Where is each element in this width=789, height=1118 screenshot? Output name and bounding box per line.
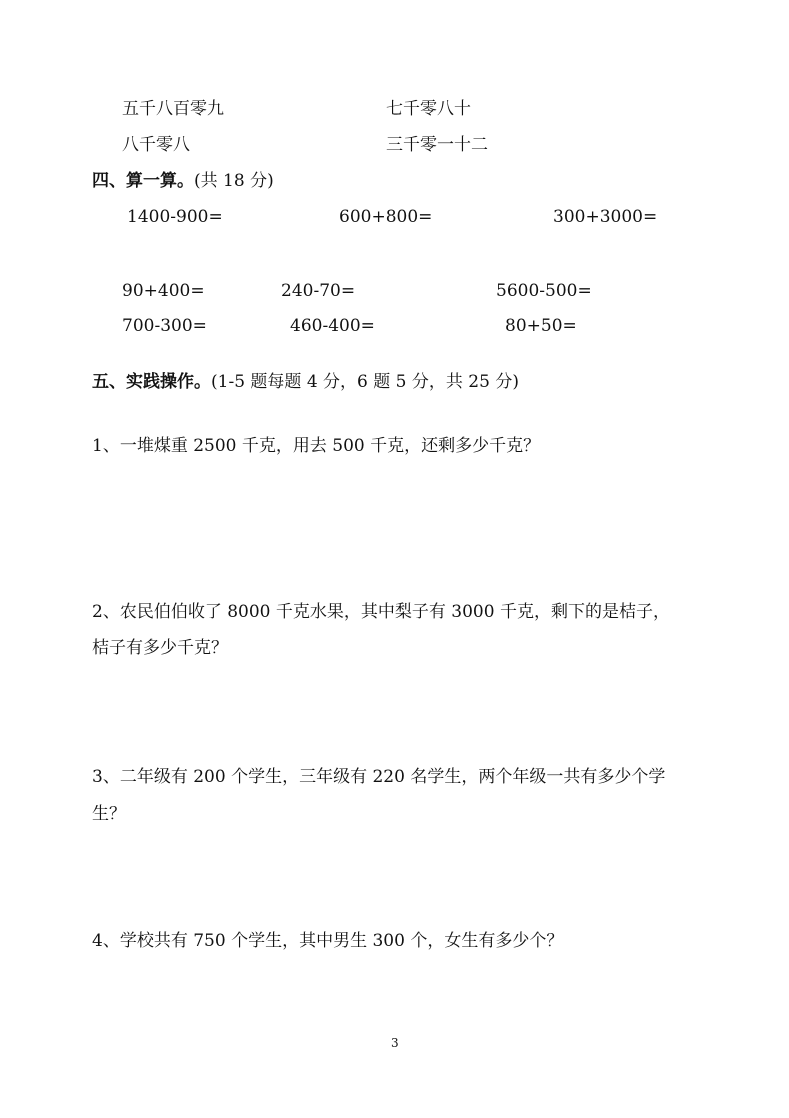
problem-2-line-2: 桔子有多少千克？ [92, 638, 228, 658]
equation-1: 1400-900= [127, 207, 223, 227]
problem-3-line-2: 生？ [92, 804, 126, 824]
section-4-title: 四、算一算。 [92, 171, 194, 191]
equation-4: 90+400= [122, 281, 205, 301]
equation-9: 80+50= [505, 316, 577, 336]
equation-5: 240-70= [281, 281, 356, 301]
equation-6: 5600-500= [496, 281, 592, 301]
problem-3-line-1: 3、二年级有 200 个学生，三年级有 220 名学生，两个年级一共有多少个学 [92, 767, 666, 787]
equation-2: 600+800= [339, 207, 433, 227]
page-number: 3 [391, 1036, 399, 1050]
section-4-heading [92, 170, 274, 192]
number-word-1: 五千八百零九 [122, 99, 224, 119]
equation-7: 700-300= [122, 316, 207, 336]
equation-3: 300+3000= [553, 207, 658, 227]
number-word-3: 八千零八 [122, 135, 190, 155]
section-5-heading [92, 371, 519, 393]
problem-4: 4、学校共有 750 个学生，其中男生 300 个，女生有多少个？ [92, 931, 564, 951]
problem-1: 1、一堆煤重 2500 千克，用去 500 千克，还剩多少千克？ [92, 436, 541, 456]
section-5-note: (1-5 题每题 4 分，6 题 5 分，共 25 分) [211, 372, 519, 392]
number-word-2: 七千零八十 [386, 99, 471, 119]
section-5-title: 五、实践操作。 [92, 372, 211, 392]
section-4-note: (共 18 分) [194, 171, 274, 191]
problem-2-line-1: 2、农民伯伯收了 8000 千克水果，其中梨子有 3000 千克，剩下的是桔子， [92, 602, 670, 622]
number-word-4: 三千零一十二 [386, 135, 488, 155]
equation-8: 460-400= [290, 316, 375, 336]
